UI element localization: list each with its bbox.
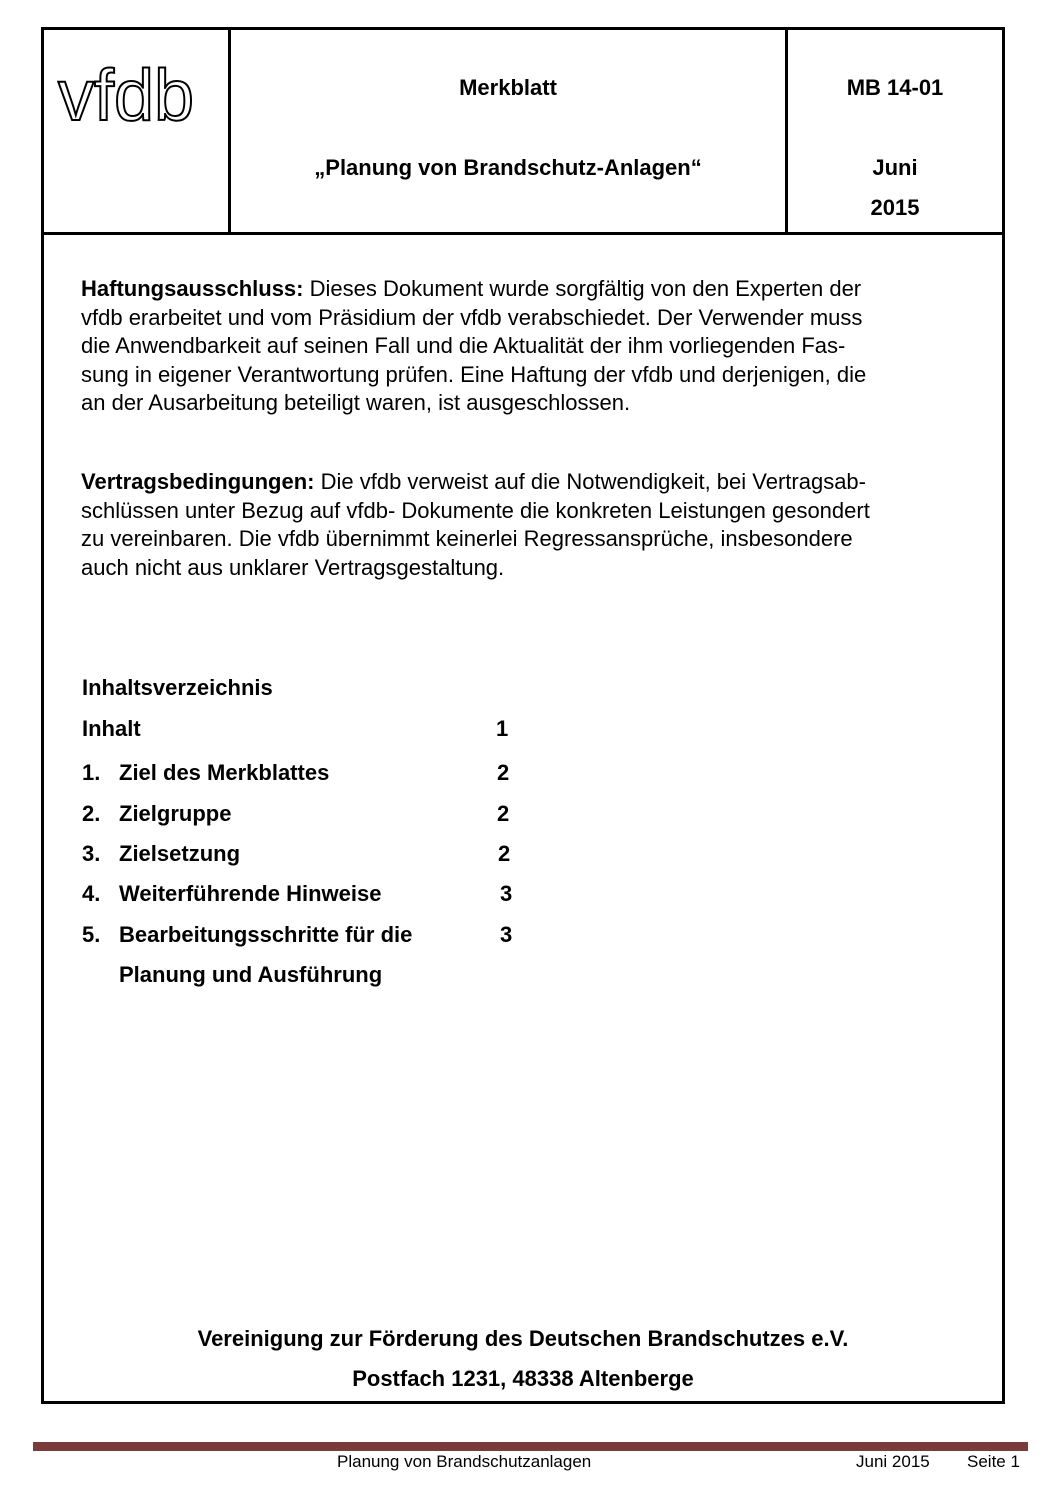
footer-rule — [33, 1442, 1028, 1451]
toc-page: 2 — [497, 801, 510, 826]
disclaimer-label: Haftungsausschluss: — [81, 276, 304, 301]
toc-number: 2. — [82, 801, 101, 826]
toc-page: 2 — [498, 841, 511, 866]
footer-page-number: Seite 1 — [967, 1452, 1020, 1471]
organization-address: Postfach 1231, 48338 Altenberge — [352, 1366, 694, 1391]
toc-number: 3. — [82, 841, 101, 866]
disclaimer-line: an der Ausarbeitung beteiligt waren, ist ausgeschlossen. — [81, 390, 631, 415]
toc-item-continuation — [82, 962, 522, 992]
toc-label: Bearbeitungsschritte für die — [119, 922, 413, 947]
contract-line: schlüssen unter Bezug auf vfdb- Dokumente die konkreten Leistungen gesondert — [81, 497, 870, 523]
document-frame — [41, 27, 1005, 1404]
toc-label: Inhalt — [82, 716, 141, 741]
toc-label: Ziel des Merkblattes — [119, 760, 330, 785]
header-table — [44, 30, 1002, 235]
footer-document-title: Planung von Brandschutzanlagen — [337, 1452, 592, 1471]
toc-item — [82, 922, 522, 952]
toc-page: 3 — [500, 922, 513, 947]
document-month: Juni — [872, 155, 918, 180]
logo-cell — [44, 30, 231, 232]
toc-item — [82, 801, 522, 831]
disclaimer-line: vfdb erarbeitet und vom Präsidium der vfdb verabschiedet. Der Verwender muss — [81, 304, 863, 330]
toc-label: Planung und Ausführung — [119, 962, 383, 987]
disclaimer-line: Haftungsausschluss: Dieses Dokument wurde sorgfältig von den Experten der — [81, 276, 862, 301]
toc-label: Zielsetzung — [119, 841, 241, 866]
document-code: MB 14-01 — [846, 75, 944, 100]
toc-number: 1. — [82, 760, 101, 785]
disclaimer-paragraph — [81, 275, 971, 418]
toc-label: Weiterführende Hinweise — [119, 881, 382, 906]
toc-page: 1 — [496, 716, 509, 741]
contract-paragraph — [81, 468, 971, 582]
toc-page: 3 — [500, 881, 513, 906]
toc-item — [82, 760, 522, 790]
vfdb-logo: vfdb — [58, 56, 195, 136]
toc-number: 4. — [82, 881, 101, 906]
toc-label: Zielgruppe — [119, 801, 232, 826]
toc-number: 5. — [82, 922, 101, 947]
toc-page: 2 — [497, 760, 510, 785]
contract-line: auch nicht aus unklarer Vertragsgestaltung. — [81, 554, 505, 580]
document-year: 2015 — [870, 195, 920, 220]
footer-date: Juni 2015 — [856, 1452, 930, 1471]
contract-line: zu vereinbaren. Die vfdb übernimmt keinerlei Regressansprüche, insbesondere — [81, 526, 853, 551]
toc-title: Inhaltsverzeichnis — [82, 675, 273, 700]
disclaimer-line: die Anwendbarkeit auf seinen Fall und die Aktualität der ihm vorliegenden Fas- — [81, 333, 846, 358]
toc-item — [82, 881, 522, 911]
title-cell — [231, 30, 788, 232]
disclaimer-line: sung in eigener Verantwortung prüfen. Eine Haftung der vfdb und derjenigen, die — [81, 361, 867, 387]
code-cell — [788, 30, 1002, 232]
contract-line: Vertragsbedingungen: Die vfdb verweist auf die Notwendigkeit, bei Vertragsab- — [81, 469, 866, 494]
contract-label: Vertragsbedingungen: — [81, 469, 315, 494]
toc-item — [82, 716, 522, 746]
organization-name: Vereinigung zur Förderung des Deutschen Brandschutzes e.V. — [197, 1326, 849, 1351]
document-type: Merkblatt — [459, 75, 557, 100]
document-title: „Planung von Brandschutz-Anlagen“ — [314, 155, 702, 180]
toc-item — [82, 841, 522, 871]
